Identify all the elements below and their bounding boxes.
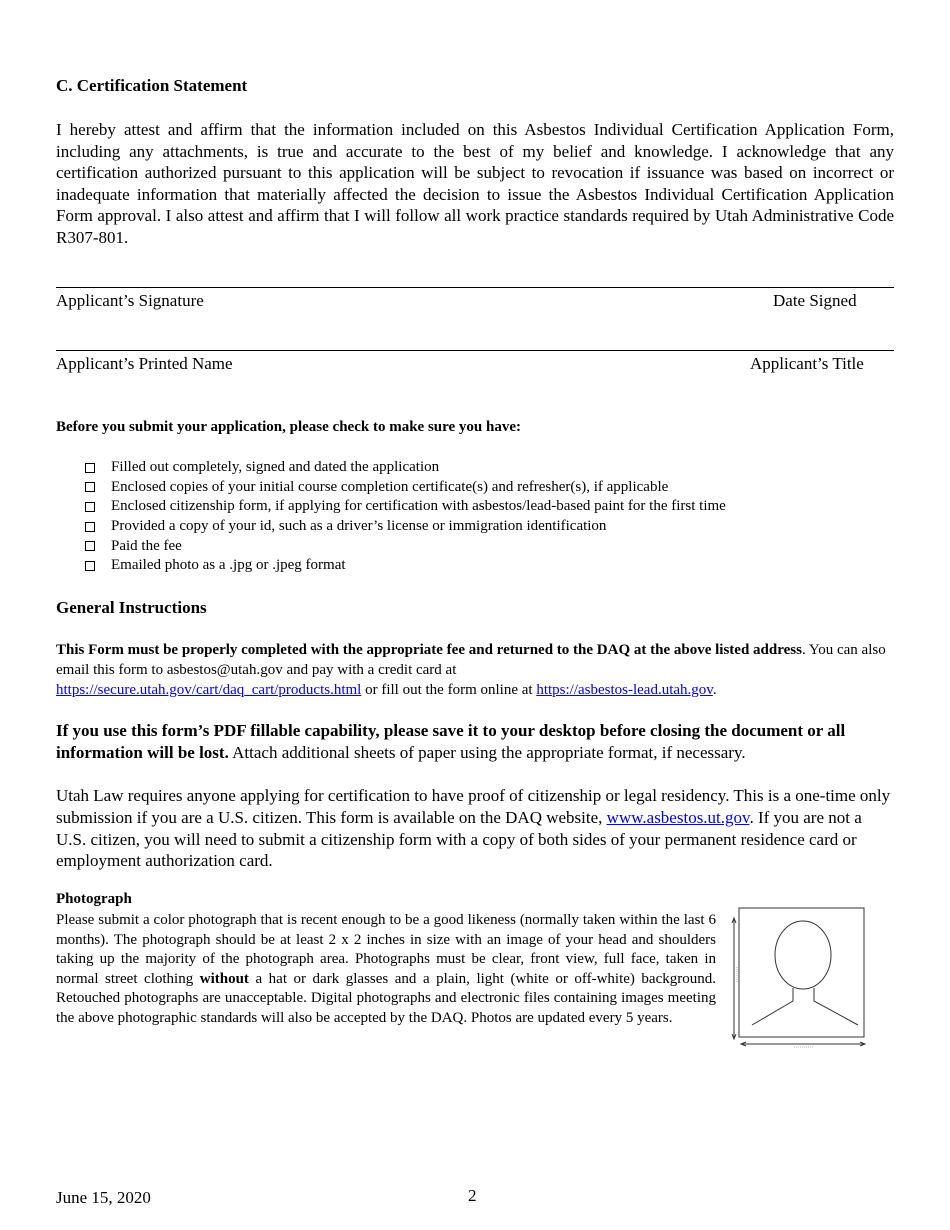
pdf-warning-bold: If you use this form’s PDF fillable capability, please save it to your desktop before closing the document or all information will be lost. (56, 721, 846, 762)
online-form-link[interactable]: https://asbestos-lead.utah.gov (536, 682, 713, 698)
checkbox[interactable] (85, 541, 95, 551)
photograph-paragraph (56, 911, 716, 1029)
cart-link[interactable]: https://secure.utah.gov/cart/daq_cart/products.html (56, 682, 362, 698)
certification-statement: I hereby attest and affirm that the information included on this Asbestos Individual Certification Application Form, including any attachments, is true and accurate to the best of my belief and knowledge. I acknowledge that any certification authorized pursuant to this application will be subject to revocation if issuance was based on incorrect or inadequate information that materially affected the decision to issue the Asbestos Individual Certification Application Form approval. I also attest and affirm that I will follow all work practice standards required by Utah Administrative Code R307-801. (56, 120, 894, 247)
form-submission-paragraph (56, 640, 894, 700)
footer-date: June 15, 2020 (56, 1188, 151, 1207)
checklist-item (85, 478, 726, 498)
checklist-item-label: Provided a copy of your id, such as a driver’s license or immigration identification (111, 518, 607, 535)
signature-line[interactable] (56, 287, 894, 288)
checkbox[interactable] (85, 482, 95, 492)
checklist-heading: Before you submit your application, please check to make sure you have: (56, 419, 522, 435)
certification-heading: C. Certification Statement (56, 76, 248, 95)
checklist-item-label: Filled out completely, signed and dated the application (111, 459, 440, 476)
applicant-title-label: Applicant’s Title (750, 354, 864, 373)
form-submission-bold: This Form must be properly completed with the appropriate fee and returned to the DAQ at the above listed address (56, 642, 802, 658)
checklist-item (85, 536, 726, 556)
checklist-item-label: Emailed photo as a .jpg or .jpeg format (111, 557, 346, 574)
photograph-heading: Photograph (56, 891, 132, 907)
daq-website-link[interactable]: www.asbestos.ut.gov (606, 807, 750, 827)
form-submission-text-2: or fill out the form online at (361, 682, 537, 698)
checklist-item-label: Enclosed citizenship form, if applying for certification with asbestos/lead-based paint for the first time (111, 498, 726, 515)
citizenship-paragraph (56, 785, 894, 872)
printed-name-label: Applicant’s Printed Name (56, 354, 233, 373)
checklist-item (85, 497, 726, 517)
checkbox[interactable] (85, 561, 95, 571)
photograph-text: Please submit a color photograph that is recent enough to be a good likeness (normally taken within the last 6 months). The photograph should be at least 2 x 2 inches in size with an image of your head and shoulders taking up the majority of the photograph area. Photographs must be clear, front view, full face, taken in normal street clothing (56, 912, 716, 987)
checklist-item (85, 556, 726, 576)
printed-name-line[interactable] (56, 350, 894, 351)
checklist-item-label: Enclosed copies of your initial course completion certificate(s) and refresher(s), if applicable (111, 478, 669, 495)
date-signed-label: Date Signed (773, 291, 857, 310)
pdf-warning-paragraph (56, 720, 894, 764)
signature-label: Applicant’s Signature (56, 291, 204, 310)
form-submission-end: . (712, 682, 717, 698)
citizenship-text: Utah Law requires anyone applying for certification to have proof of citizenship or legal residency. This is a one-time only submission if you are a U.S. citizen. This form is available on the DAQ website, (56, 786, 891, 827)
page-number: 2 (468, 1186, 477, 1205)
photograph-text-2: a hat or dark glasses and a plain, light (white or off-white) background. Retouched photographs are unacceptable. Digital photographs and electronic files containing images meeting the above photographic standards will also be accepted by the DAQ. Photos are updated every 5 years. (56, 970, 716, 1026)
photo-guide-illustration (730, 905, 870, 1050)
checkbox[interactable] (85, 463, 95, 473)
checklist-item-label: Paid the fee (111, 537, 182, 554)
pdf-warning-text: Attach additional sheets of paper using the appropriate format, if necessary. (228, 743, 746, 762)
photograph-bold: without (199, 970, 249, 987)
checklist-item (85, 517, 726, 537)
citizenship-text-2: . If you are not a U.S. citizen, you will need to submit a citizenship form with a copy of both sides of your permanent residence card or employment authorization card. (56, 807, 862, 871)
submission-checklist (85, 458, 726, 576)
form-submission-text: . You can also email this form to asbestos@utah.gov and pay with a credit card at (56, 642, 886, 678)
checkbox[interactable] (85, 522, 95, 532)
checklist-item (85, 458, 726, 478)
checkbox[interactable] (85, 502, 95, 512)
general-instructions-heading: General Instructions (56, 598, 207, 617)
